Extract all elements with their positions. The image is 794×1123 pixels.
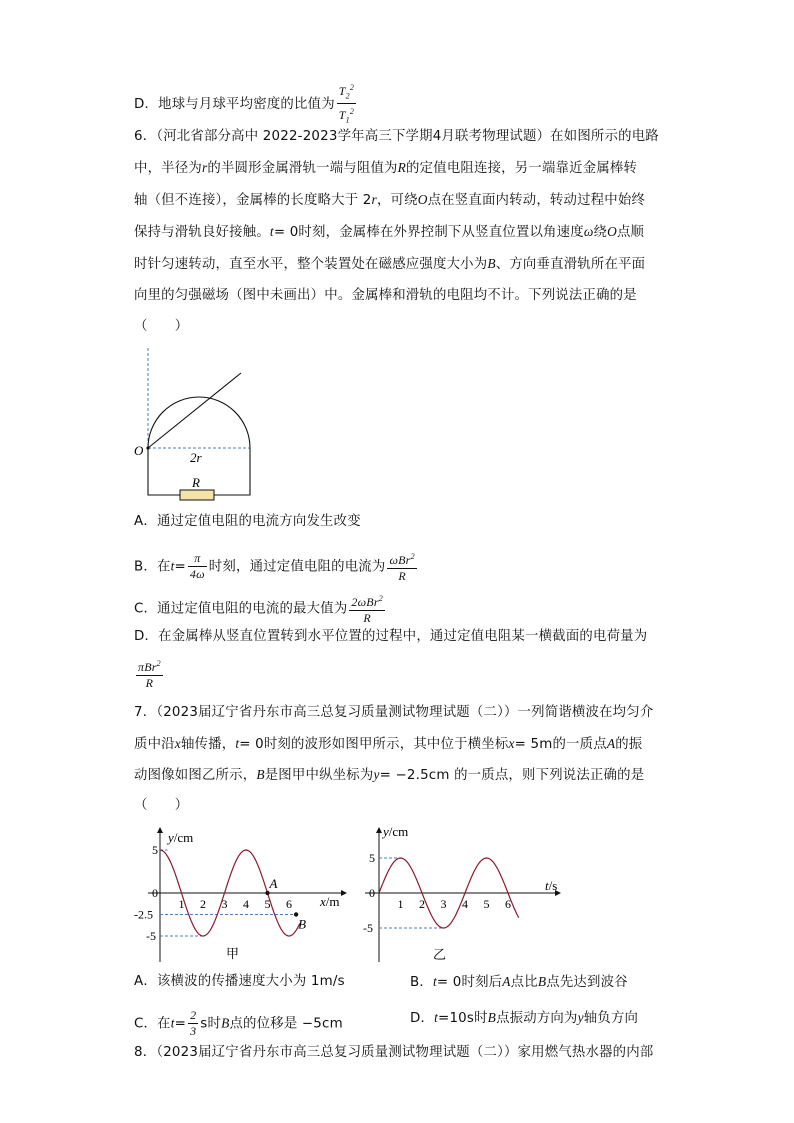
q6-line-6: 向里的匀强磁场（图中未画出）中。金属棒和滑轨的电阻均不计。下列说法正确的是 (134, 288, 637, 303)
resistor (180, 490, 214, 500)
label-o: O (134, 443, 144, 458)
q6-option-d-fraction: $\frac{\pi Br^2}{R}$ (134, 656, 165, 691)
point-label: A (269, 876, 278, 891)
q6-line-4: 保持与滑轨良好接触。t= 0时刻，金属棒在外界控制下从竖直位置以角速度ω绕O点顺 (134, 224, 645, 240)
q7-line-2: 质中沿x轴传播，t= 0时刻的波形如图甲所示，其中位于横坐标x= 5m的一质点A的振 (134, 736, 643, 752)
q7-option-b: B．t= 0时刻后A点比B点先达到波谷 (410, 974, 628, 990)
x-tick-label: 5 (483, 897, 490, 911)
q7-option-a: A．该横波的传播速度大小为 1m/s (134, 974, 345, 989)
x-tick-label: 1 (397, 897, 404, 911)
q6-option-d: D．在金属棒从竖直位置转到水平位置的过程中，通过定值电阻某一横截面的电荷量为 (134, 629, 648, 644)
x-tick-label: 3 (440, 897, 447, 911)
point-label: B (298, 916, 307, 932)
q5-fraction: $\frac{T_2^2}{T_1^2}$ (337, 80, 356, 128)
y-tick-label: 0 (369, 886, 375, 900)
x-tick-label: 6 (286, 897, 292, 911)
circuit-wire-right (214, 448, 250, 495)
q7-line-3: 动图像如图乙所示，B是图甲中纵坐标为y= −2.5cm 的一质点，则下列说法正确的是 (134, 767, 645, 783)
x-tick-label: 4 (243, 897, 249, 911)
pivot-o (146, 446, 149, 449)
x-tick-label: 5 (264, 897, 271, 911)
q7-option-d: D．t=10s时B点振动方向为y轴负方向 (410, 1010, 639, 1026)
y-tick-label: -2.5 (134, 907, 153, 922)
q7-option-c: C．在t= $\frac{2}{3}$ s时B点的位移是 −5cm (134, 1008, 343, 1038)
y-tick-label: 5 (152, 843, 158, 857)
wave-graph-jia (128, 822, 358, 967)
x-tick-label: 6 (505, 897, 511, 911)
q6-option-c: C．通过定值电阻的电流的最大值为 $\frac{2\omega Br^2}{R}$ (134, 591, 387, 626)
x-tick-label: 4 (462, 897, 468, 911)
circuit-wire (148, 448, 180, 495)
y-tick-label: 0 (152, 886, 158, 900)
q8-line-1: 8．（2023届辽宁省丹东市高三总复习质量测试物理试题（二））家用燃气热水器的内部 (134, 1045, 654, 1060)
y-label: y/cm (168, 830, 194, 845)
y-tick-label: -5 (363, 921, 373, 935)
q6-line-1: 6．（河北省部分高中 2022-2023学年高三下学期4月联考物理试题）在如图所示的电路 (134, 129, 659, 144)
q6-line-7: （ ） (134, 319, 189, 334)
semicircle-rail (148, 397, 250, 448)
y-label: y/cm (383, 824, 409, 839)
x-tick-label: 1 (178, 897, 185, 911)
q6-circuit-figure (128, 340, 268, 505)
vibration-graph-yi (355, 822, 575, 967)
chart-title-jia: 甲 (226, 946, 240, 961)
label-2r: 2r (190, 450, 202, 465)
q6-option-b: B．在t= $\frac{\pi}{4\omega}$ 时刻，通过定值电阻的电流为 $\frac{\omega Br^2}{R}$ (134, 551, 415, 583)
q7-line-1: 7．（2023届辽宁省丹东市高三总复习质量测试物理试题（二））一列简谐横波在均匀介 (134, 705, 654, 720)
q6-line-3: 轴（但不连接），金属棒的长度略大于 2r，可绕O点在竖直面内转动，转动过程中始终 (134, 192, 646, 208)
y-tick-label: 5 (369, 851, 375, 865)
q6-line-2: 中，半径为r的半圆形金属滑轨一端与阻值为R的定值电阻连接，另一端靠近金属棒转 (134, 160, 638, 176)
x-tick-label: 2 (419, 897, 425, 911)
q5-option-d: D．地球与月球平均密度的比值为 $\frac{T_2^2}{T_1^2}$ (134, 80, 358, 128)
y-tick-label: -5 (146, 929, 156, 943)
x-tick-label: 3 (221, 897, 228, 911)
x-label: x/m (320, 894, 340, 909)
q6-line-5: 时针匀速转动，直至水平，整个装置处在磁感应强度大小为B、方向垂直滑轨所在平面 (134, 256, 646, 272)
x-label: t/s (545, 878, 558, 893)
data-point (265, 891, 269, 895)
q7-line-4: （ ） (134, 798, 189, 813)
label-r: R (192, 475, 200, 490)
x-tick-label: 2 (200, 897, 206, 911)
q6-option-a: A．通过定值电阻的电流方向发生改变 (134, 514, 361, 529)
metal-rod (148, 373, 241, 448)
chart-title-yi: 乙 (433, 947, 447, 962)
